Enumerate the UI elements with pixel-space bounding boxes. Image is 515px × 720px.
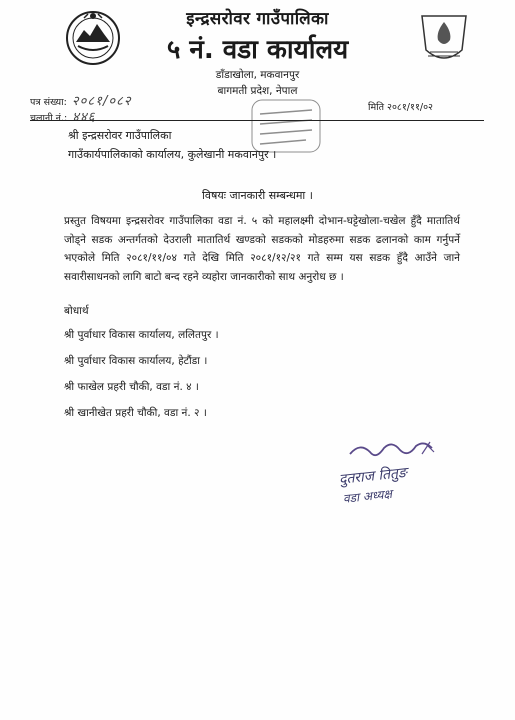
- office-title: ५ नं. वडा कार्यालय: [166, 35, 349, 65]
- letter-subject: विषयः जानकारी सम्बन्धमा ।: [202, 189, 313, 202]
- cc-item: श्री पुर्वाधार विकास कार्यालय, हेटौंडा ।: [64, 355, 208, 367]
- recipient-line-2: गाउँकार्यपालिकाको कार्यालय, कुलेखानी मकवानपुर ।: [68, 148, 277, 161]
- office-province: बागमती प्रदेश, नेपाल: [217, 85, 298, 97]
- letter-body: प्रस्तुत विषयमा इन्द्रसरोवर गाउँपालिका वडा नं. ५ को महालक्ष्मी दोभान-घट्टेखोला-चखेल हुँदै मातातिर्थ जोड्ने सडक अन्तर्गतको देउराली मातातिर्थ खण्डको सडकको मोडहरुमा सडक ढलानको काम गर्नुपर्ने भएकोले मिति २०८१/११/०४ गते देखि मिति २०८१/१२/२१ गते सम्म यस सडक हुँदै आउँने जाने सवारीसाधनको लागि बाटो बन्द रहने व्यहोरा जानकारीको साथ अनुरोध छ ।: [64, 215, 460, 283]
- dispatch-number-value: ४४६: [72, 110, 96, 125]
- cc-heading: बोधार्थ: [64, 305, 89, 317]
- cc-item: श्री पुर्वाधार विकास कार्यालय, ललितपुर ।: [64, 329, 219, 341]
- signatory-title: वडा अध्यक्ष: [342, 486, 393, 506]
- cc-item: श्री खानीखेत प्रहरी चौकी, वडा नं. २ ।: [64, 407, 207, 419]
- office-location: डाँडाखोला, मकवानपुर: [215, 69, 300, 81]
- organization-name: इन्द्रसरोवर गाउँपालिका: [186, 9, 329, 29]
- letter-number-value: २०८१/०८२: [71, 94, 132, 109]
- header-divider: [30, 120, 484, 121]
- cc-item: श्री फाखेल प्रहरी चौकी, वडा नं. ४ ।: [64, 381, 199, 393]
- recipient-line-1: श्री इन्द्रसरोवर गाउँपालिका: [68, 129, 172, 142]
- dispatch-number-row: [30, 106, 96, 125]
- letter-date: मिति २०८१/११/०२: [368, 102, 433, 113]
- signatory-name: दुतराज तितुङ: [338, 464, 408, 488]
- dispatch-number-label: चलानी नं.:: [30, 113, 68, 124]
- letter-number-label: पत्र संख्या:: [30, 97, 67, 108]
